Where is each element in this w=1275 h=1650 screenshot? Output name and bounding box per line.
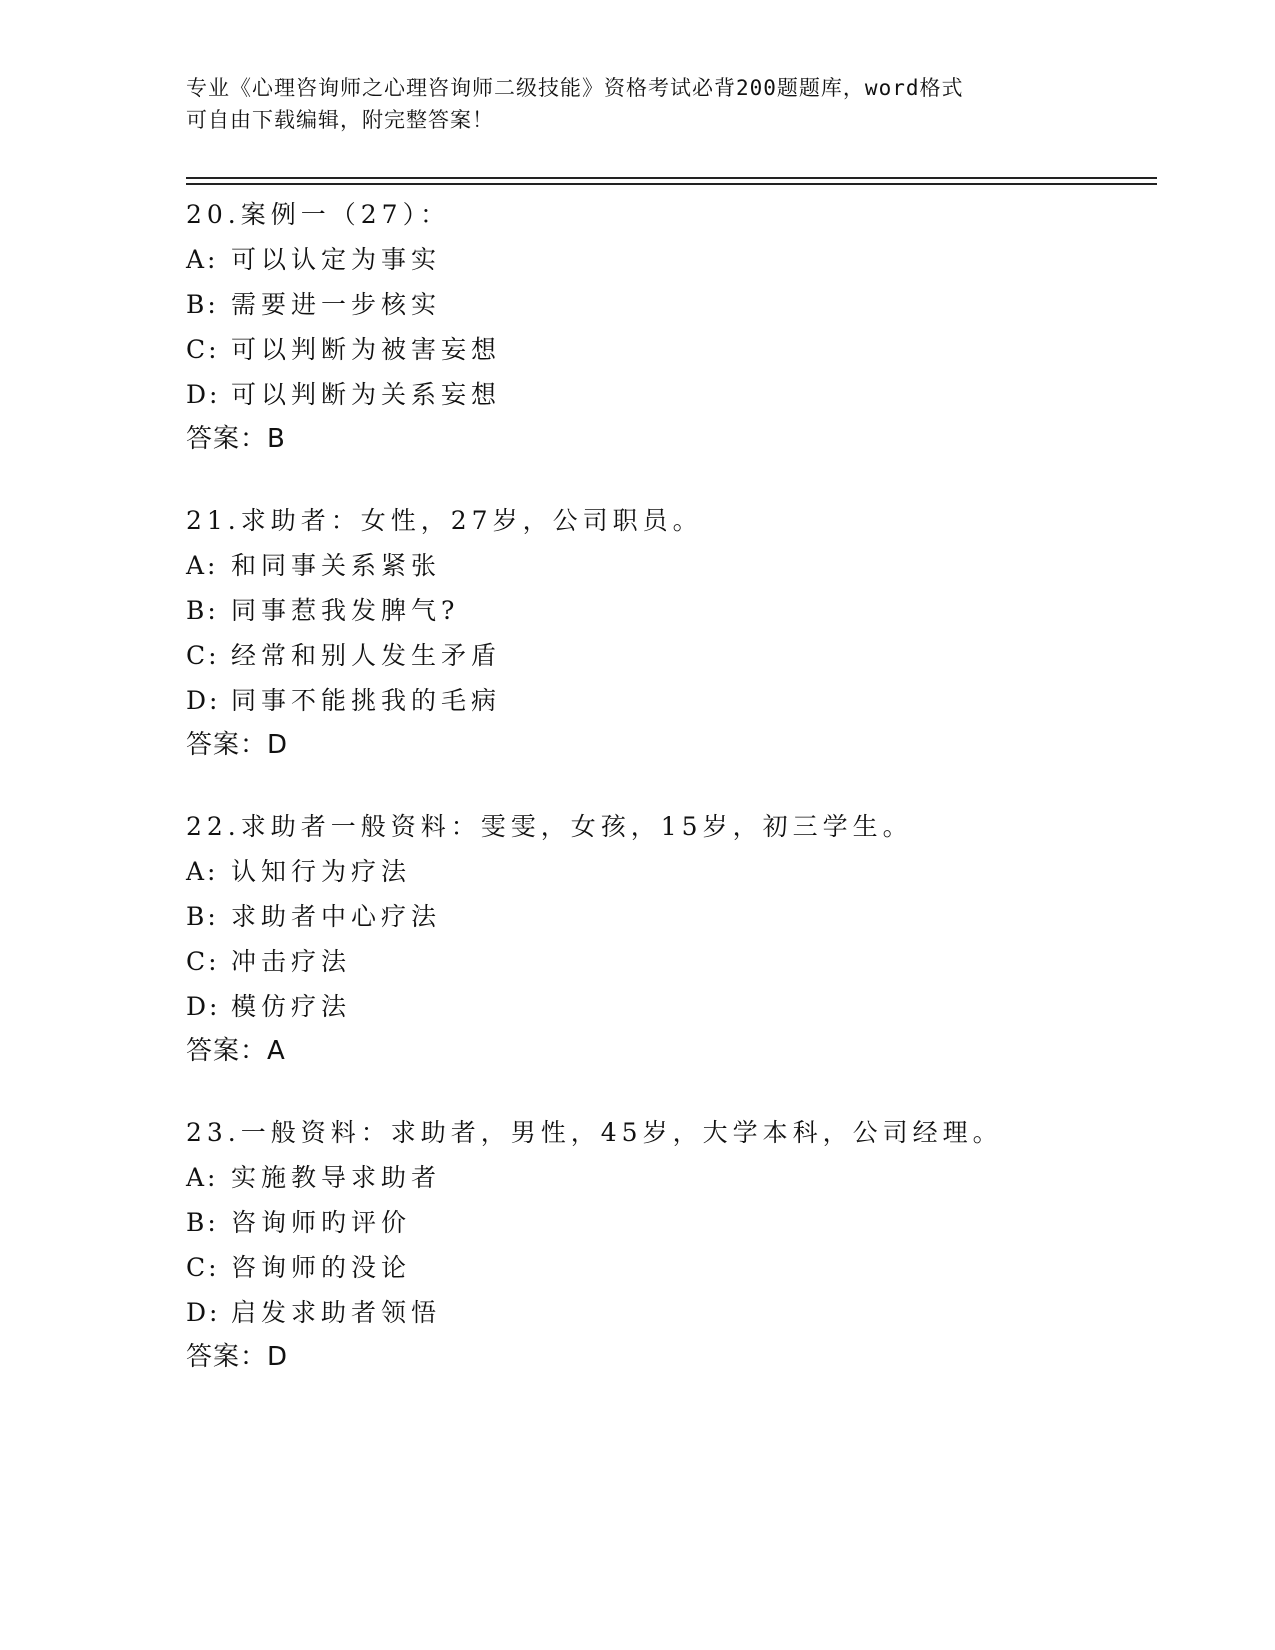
option-b (186, 1200, 1166, 1245)
option-text: 同事不能挑我的毛病 (231, 686, 502, 715)
option-label: B: (186, 596, 219, 625)
option-d (186, 1290, 1166, 1335)
option-c (186, 327, 1166, 372)
option-text: 启发求助者领悟 (231, 1298, 442, 1327)
option-text: 咨询师的没论 (231, 1253, 412, 1282)
option-b (186, 282, 1166, 327)
answer-line: 答案：B (186, 424, 286, 454)
question-21 (186, 498, 1166, 768)
option-a (186, 543, 1166, 588)
option-c (186, 633, 1166, 678)
question-stem: 20.案例一（27）： (186, 200, 451, 229)
option-text: 同事惹我发脾气? (231, 596, 460, 625)
option-text: 经常和别人发生矛盾 (231, 641, 502, 670)
option-text: 求助者中心疗法 (231, 902, 442, 931)
option-text: 冲击疗法 (231, 947, 352, 976)
question-stem: 22.求助者一般资料：雯雯，女孩，15岁，初三学生。 (186, 812, 913, 841)
question-22 (186, 804, 1166, 1074)
option-label: C: (186, 947, 220, 976)
header-subtitle-line: 可自由下载编辑，附完整答案！ (186, 108, 494, 132)
answer-line: 答案：D (186, 1342, 289, 1372)
option-label: A: (186, 1163, 219, 1192)
option-text: 认知行为疗法 (231, 857, 412, 886)
option-text: 可以判断为关系妄想 (231, 380, 502, 409)
answer-line: 答案：A (186, 1036, 286, 1066)
option-label: D: (186, 1298, 221, 1327)
option-d (186, 678, 1166, 723)
option-text: 可以认定为事实 (231, 245, 442, 274)
option-label: B: (186, 290, 219, 319)
header-title-line: 专业《心理咨询师之心理咨询师二级技能》资格考试必背200题题库，word格式 (186, 76, 964, 100)
question-list (186, 192, 1166, 1416)
option-label: D: (186, 686, 221, 715)
option-c (186, 1245, 1166, 1290)
option-a (186, 849, 1166, 894)
option-label: A: (186, 857, 219, 886)
option-label: B: (186, 1208, 219, 1237)
option-text: 需要进一步核实 (231, 290, 442, 319)
header-divider-top (186, 177, 1157, 179)
option-d (186, 372, 1166, 417)
option-label: B: (186, 902, 219, 931)
option-text: 可以判断为被害妄想 (231, 335, 502, 364)
option-text: 咨询师旳评价 (231, 1208, 412, 1237)
header-divider-bottom (186, 183, 1157, 185)
option-label: C: (186, 1253, 220, 1282)
question-stem: 21.求助者：女性，27岁，公司职员。 (186, 506, 703, 535)
option-label: C: (186, 335, 220, 364)
option-d (186, 984, 1166, 1029)
option-text: 模仿疗法 (231, 992, 352, 1021)
option-b (186, 894, 1166, 939)
option-label: D: (186, 992, 221, 1021)
option-label: A: (186, 551, 219, 580)
option-text: 和同事关系紧张 (231, 551, 442, 580)
question-23 (186, 1110, 1166, 1380)
document-header (186, 72, 1086, 136)
option-label: C: (186, 641, 220, 670)
question-20 (186, 192, 1166, 462)
option-text: 实施教导求助者 (231, 1163, 442, 1192)
option-a (186, 1155, 1166, 1200)
option-label: A: (186, 245, 219, 274)
option-c (186, 939, 1166, 984)
option-label: D: (186, 380, 221, 409)
option-b (186, 588, 1166, 633)
question-stem: 23.一般资料：求助者，男性，45岁，大学本科，公司经理。 (186, 1118, 1003, 1147)
option-a (186, 237, 1166, 282)
answer-line: 答案：D (186, 730, 289, 760)
